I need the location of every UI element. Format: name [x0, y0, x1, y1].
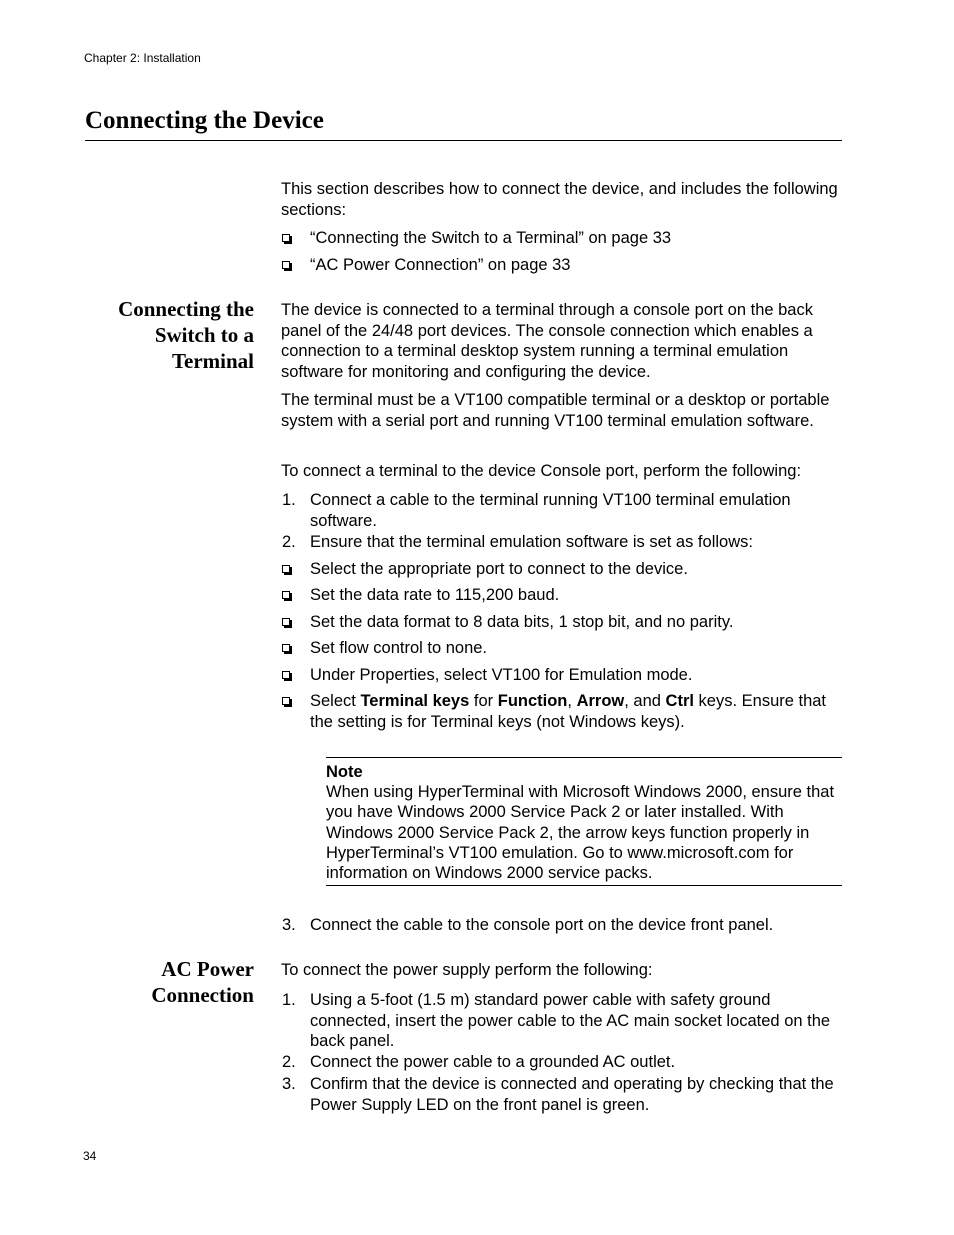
terminal-step: 3. Connect the cable to the console port on the device front panel. [282, 916, 774, 934]
intro-bullet [281, 255, 843, 276]
note-box [326, 757, 842, 886]
checkbox-bullet-icon [282, 618, 290, 626]
terminal-step: 2. Ensure that the terminal emulation software is set as follows: [282, 533, 753, 551]
checkbox-bullet-icon [282, 234, 290, 242]
checkbox-bullet-icon [282, 697, 290, 705]
setting-bullet: Set flow control to none. [281, 638, 843, 659]
setting-bullet: Set the data format to 8 data bits, 1 stop bit, and no parity. [281, 612, 843, 633]
power-intro: To connect the power supply perform the following: [281, 961, 653, 979]
terminal-step: 1. Connect a cable to the terminal running VT100 terminal emulation software. [282, 491, 791, 530]
intro-bullet-text: “AC Power Connection” on page 33 [310, 256, 571, 274]
power-step: 3. Confirm that the device is connected and operating by checking that the Power Supply LED on the front panel is green. [282, 1075, 834, 1114]
chapter-title: Connecting the Device [85, 106, 842, 141]
power-step: 1. Using a 5-foot (1.5 m) standard power cable with safety ground connected, insert the power cable to the AC main socket located on the back panel. [282, 991, 831, 1050]
checkbox-bullet-icon [282, 591, 290, 599]
setting-bullet: Set the data rate to 115,200 baud. [281, 585, 843, 606]
note-text: When using HyperTerminal with Microsoft Windows 2000, ensure that you have Windows 2000 Service Pack 2 or later installed. With Windows 2000 Service Pack 2, the arrow keys function properly in HyperTerminal’s VT100 emulation. Go to www.microsoft.com for information on Windows 2000 service packs. [326, 783, 835, 883]
running-header: Chapter 2: Installation [84, 51, 201, 65]
intro-bullet-text: “Connecting the Switch to a Terminal” on page 33 [310, 229, 672, 247]
power-step: 2. Connect the power cable to a grounded AC outlet. [282, 1053, 676, 1071]
intro-paragraph: This section describes how to connect the device, and includes the following sections: [281, 180, 838, 219]
section-heading-power: AC Power Connection [151, 957, 254, 1007]
intro-bullet [281, 228, 843, 249]
checkbox-bullet-icon [282, 671, 290, 679]
terminal-paragraph-2: The terminal must be a VT100 compatible terminal or a desktop or portable system with a serial port and running VT100 terminal emulation software. [281, 391, 830, 430]
terminal-paragraph-3: To connect a terminal to the device Console port, perform the following: [281, 462, 802, 480]
checkbox-bullet-icon [282, 565, 290, 573]
section-heading-terminal: Connecting the Switch to a Terminal [118, 297, 254, 373]
checkbox-bullet-icon [282, 644, 290, 652]
note-title: Note [326, 763, 363, 781]
setting-bullet: Under Properties, select VT100 for Emulation mode. [281, 665, 843, 686]
setting-bullet: Select the appropriate port to connect to the device. [281, 559, 843, 580]
page-number: 34 [83, 1149, 97, 1163]
checkbox-bullet-icon [282, 261, 290, 269]
terminal-paragraph-1: The device is connected to a terminal through a console port on the back panel of the 24/48 port devices. The console connection which enables a connection to a terminal desktop system running a terminal emulation software for monitoring and configuring the device. [281, 301, 813, 381]
setting-bullet: Select Terminal keys for Function, Arrow, and Ctrl keys. Ensure that the setting is for Terminal keys (not Windows keys). [281, 691, 843, 732]
